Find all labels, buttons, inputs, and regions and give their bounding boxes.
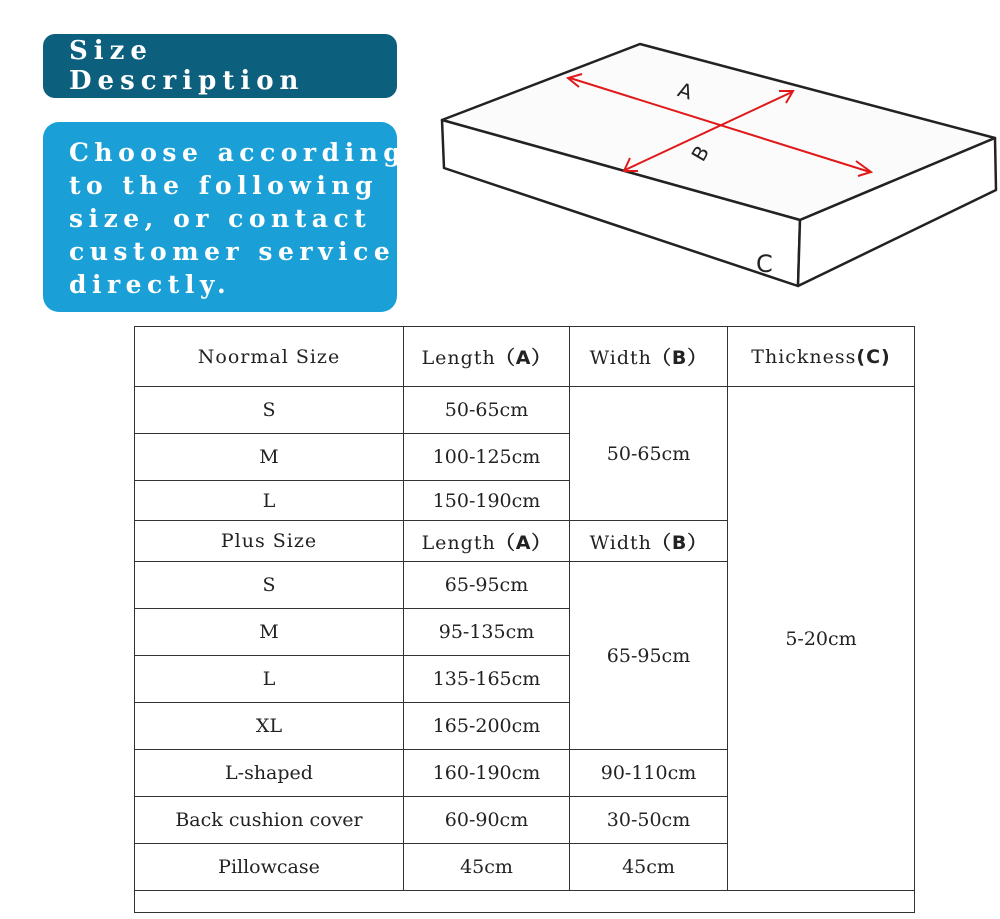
header-size: Noormal Size [135, 327, 404, 387]
size-cell: XL [135, 703, 404, 750]
length-cell: 160-190cm [404, 750, 570, 797]
plus-header-size: Plus Size [135, 521, 404, 562]
thickness-cell: 5-20cm [728, 387, 915, 891]
size-cell: L-shaped [135, 750, 404, 797]
width-cell: 90-110cm [570, 750, 728, 797]
size-cell: M [135, 609, 404, 656]
length-cell: 165-200cm [404, 703, 570, 750]
instruction-line: Choose according [69, 138, 407, 167]
size-cell: M [135, 434, 404, 481]
size-cell: S [135, 387, 404, 434]
size-table [134, 326, 915, 913]
plus-header-width: Width（B） [570, 521, 728, 562]
width-cell: 30-50cm [570, 797, 728, 844]
cushion-diagram [430, 30, 1000, 300]
label-a: A [674, 77, 696, 105]
empty-cell [135, 891, 915, 913]
label-c: C [756, 250, 773, 278]
header-length: Length（A） [404, 327, 570, 387]
table-row-empty [135, 891, 915, 913]
length-cell: 45cm [404, 844, 570, 891]
banner-title: Size Description [69, 36, 305, 96]
size-cell: S [135, 562, 404, 609]
label-b: B [686, 141, 715, 166]
plus-header-length: Length（A） [404, 521, 570, 562]
size-description-banner [43, 34, 397, 98]
table-row [135, 387, 915, 434]
width-cell: 50-65cm [570, 387, 728, 521]
length-cell: 100-125cm [404, 434, 570, 481]
instruction-line: customer service [69, 237, 396, 266]
instruction-line: to the following [69, 171, 379, 200]
length-cell: 50-65cm [404, 387, 570, 434]
size-cell: Pillowcase [135, 844, 404, 891]
width-cell: 45cm [570, 844, 728, 891]
size-cell: L [135, 481, 404, 521]
instruction-banner [43, 122, 407, 312]
width-cell: 65-95cm [570, 562, 728, 750]
length-cell: 135-165cm [404, 656, 570, 703]
length-cell: 60-90cm [404, 797, 570, 844]
size-cell: L [135, 656, 404, 703]
instruction-line: directly. [69, 270, 232, 299]
header-thickness: Thickness(C) [728, 327, 915, 387]
length-cell: 65-95cm [404, 562, 570, 609]
size-cell: Back cushion cover [135, 797, 404, 844]
length-cell: 150-190cm [404, 481, 570, 521]
table-header-row [135, 327, 915, 387]
length-cell: 95-135cm [404, 609, 570, 656]
instruction-line: size, or contact [69, 204, 372, 233]
header-width: Width（B） [570, 327, 728, 387]
